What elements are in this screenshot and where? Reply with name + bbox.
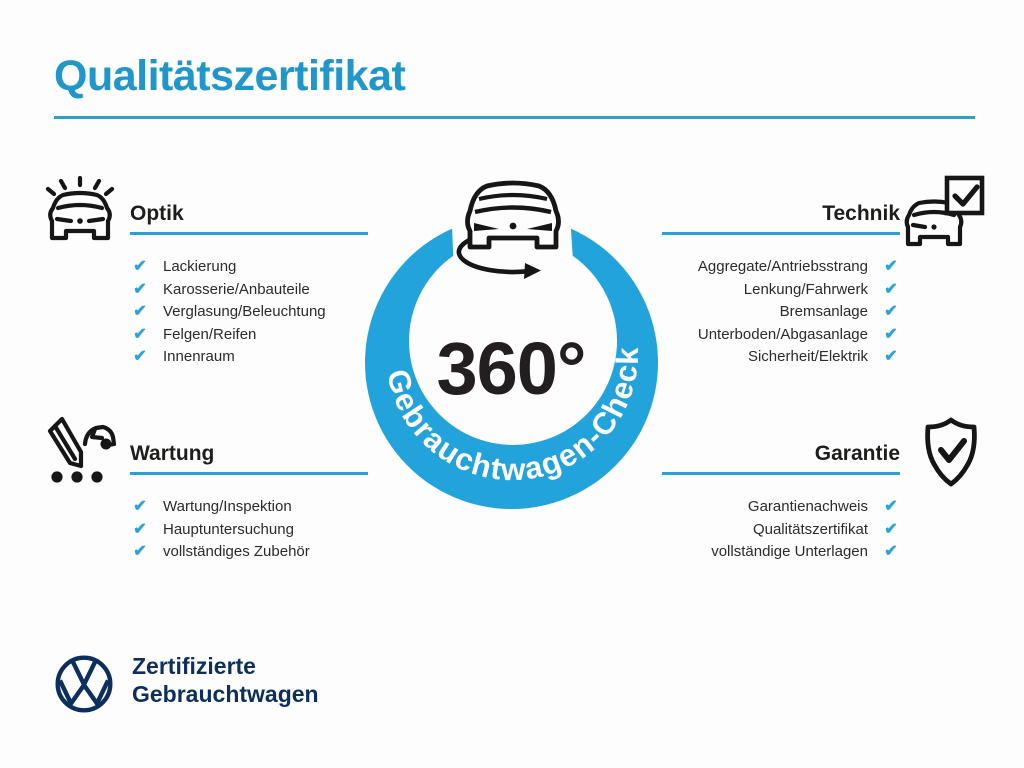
check-icon: ✔: [133, 348, 147, 365]
check-icon: ✔: [884, 325, 898, 343]
checklist-item-label: Wartung/Inspektion: [163, 498, 292, 515]
car-checkbox-icon: [902, 174, 986, 248]
checklist-item-label: Aggregate/Antriebsstrang: [697, 258, 868, 275]
section-heading-wartung: [130, 442, 368, 475]
check-icon: ✔: [133, 520, 147, 538]
check-icon: ✔: [133, 543, 147, 560]
checklist-optik: [131, 256, 326, 369]
rotating-car-icon: [459, 183, 559, 279]
checklist-item: [131, 301, 326, 324]
checklist-item-label: Unterboden/Abgasanlage: [697, 325, 868, 343]
checklist-item-label: Lenkung/Fahrwerk: [743, 280, 868, 298]
check-icon: ✔: [884, 280, 898, 298]
checklist-item-label: Bremsanlage: [779, 303, 868, 320]
title-divider: [54, 116, 975, 119]
checklist-item-label: Verglasung/Beleuchtung: [163, 303, 326, 320]
checklist-item-label: Sicherheit/Elektrik: [747, 348, 868, 365]
checklist-item: [131, 256, 326, 279]
check-icon: ✔: [133, 258, 147, 275]
checklist-item: [131, 324, 326, 347]
heading-label: Technik: [822, 202, 900, 225]
checklist-item-label: Garantienachweis: [747, 498, 868, 515]
checklist-item: [131, 519, 310, 542]
checklist-item-label: Karosserie/Anbauteile: [163, 280, 310, 298]
brand-line1: Zertifizierte: [132, 653, 256, 679]
brand-line2: Gebrauchtwagen: [132, 681, 319, 707]
checklist-item-label: Qualitätszertifikat: [752, 520, 868, 538]
check-icon: ✔: [884, 498, 898, 515]
checklist-item-label: Hauptuntersuchung: [163, 520, 294, 538]
section-heading-optik: [130, 202, 368, 235]
car-shine-icon: [44, 176, 116, 242]
checklist-item: [131, 346, 326, 369]
check-icon: ✔: [884, 258, 898, 275]
checklist-item-label: vollständiges Zubehör: [163, 543, 310, 560]
360-badge: [350, 158, 680, 524]
heading-label: Optik: [130, 202, 184, 225]
page-title: Qualitätszertifikat: [54, 52, 406, 100]
service-pencil-car-icon: [44, 414, 118, 488]
heading-label: Wartung: [130, 442, 215, 465]
checklist-item-label: Innenraum: [163, 348, 235, 365]
heading-label: Garantie: [814, 442, 900, 465]
checklist-item: [131, 496, 310, 519]
brand-text: [132, 652, 319, 708]
check-icon: ✔: [884, 520, 898, 538]
check-icon: ✔: [133, 280, 147, 298]
checklist-item-label: vollständige Unterlagen: [711, 543, 868, 560]
checklist-item: [131, 279, 326, 302]
section-heading-technik: [662, 202, 900, 235]
check-icon: ✔: [884, 348, 898, 365]
checklist-wartung: [131, 496, 310, 564]
section-heading-garantie: [662, 442, 900, 475]
check-icon: ✔: [133, 303, 147, 320]
checklist-item: [561, 541, 900, 564]
degree-label: 360°: [436, 327, 586, 410]
checklist-item-label: Felgen/Reifen: [163, 325, 257, 343]
check-icon: ✔: [133, 325, 147, 343]
checklist-item-label: Lackierung: [163, 258, 237, 275]
ring-label: Gebrauchtwagen-Check: [379, 345, 646, 488]
check-icon: ✔: [884, 543, 898, 560]
vw-logo: [54, 654, 114, 714]
shield-check-icon: [916, 416, 986, 488]
check-icon: ✔: [133, 498, 147, 515]
checklist-item: [131, 541, 310, 564]
check-icon: ✔: [884, 303, 898, 320]
